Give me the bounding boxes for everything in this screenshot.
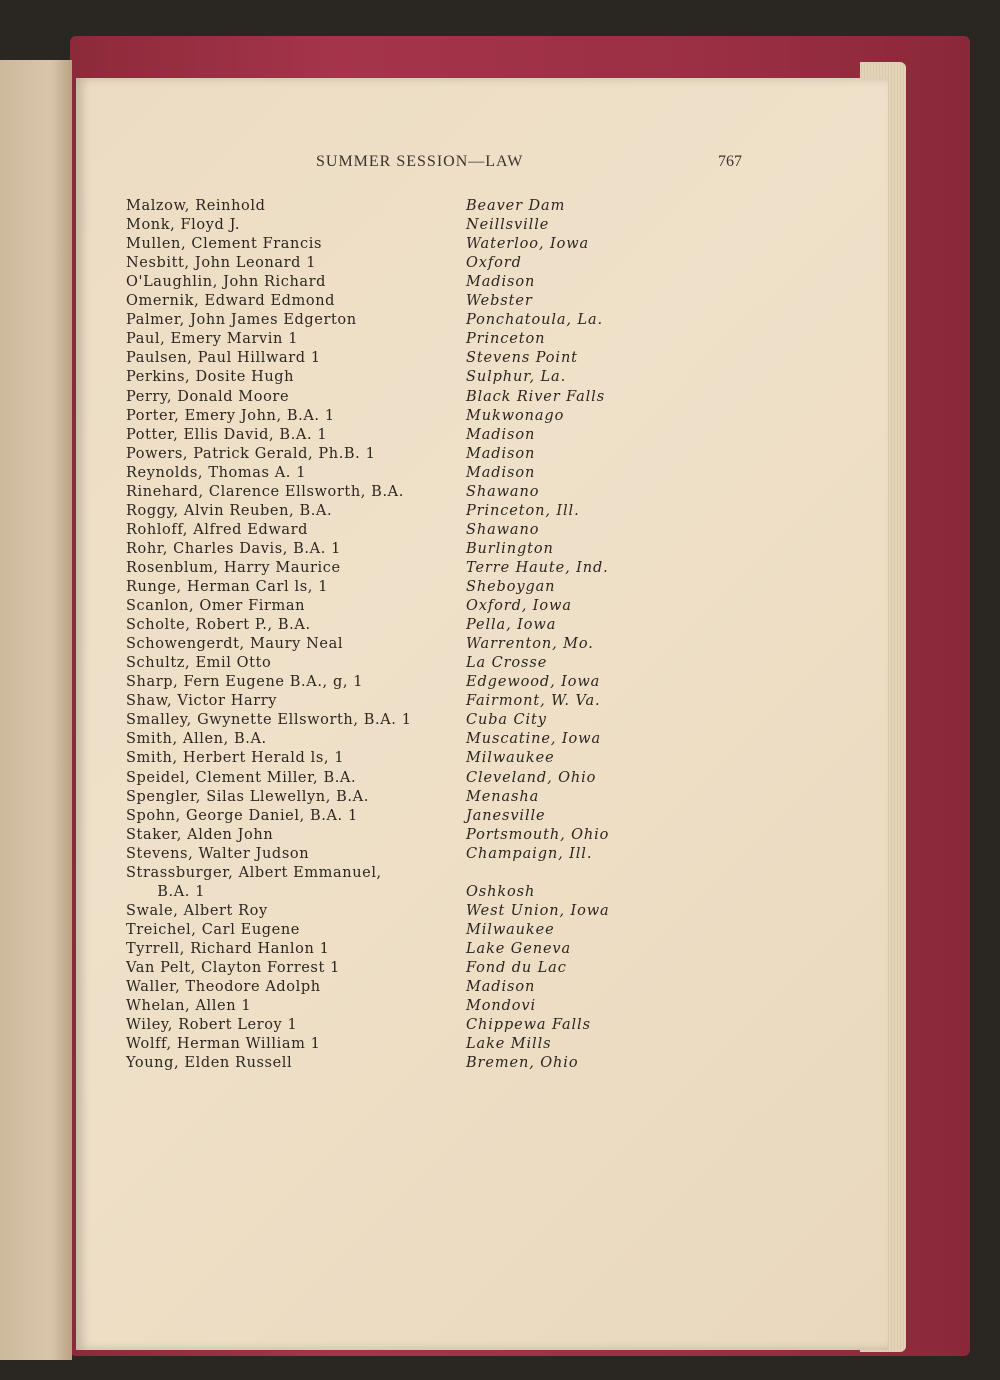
hometown: Chippewa Falls — [466, 1017, 591, 1034]
list-item — [76, 749, 888, 768]
student-name: Rohr, Charles Davis, B.A. 1 — [126, 540, 341, 557]
hometown: Madison — [466, 445, 536, 462]
list-item — [76, 635, 888, 654]
list-item — [76, 254, 888, 273]
student-name: Paulsen, Paul Hillward 1 — [126, 350, 321, 367]
book-page — [76, 78, 888, 1350]
student-name: Perry, Donald Moore — [126, 388, 290, 405]
list-item — [76, 235, 888, 254]
hometown: Lake Mills — [466, 1036, 552, 1053]
student-name: Waller, Theodore Adolph — [126, 979, 321, 996]
student-name: Nesbitt, John Leonard 1 — [126, 255, 317, 272]
hometown: Warrenton, Mo. — [466, 636, 594, 653]
hometown: Mondovi — [466, 998, 537, 1015]
hometown: Sheboygan — [466, 579, 556, 595]
list-item — [76, 483, 888, 502]
hometown: Milwaukee — [466, 750, 555, 767]
list-item — [76, 197, 888, 216]
page-number: 767 — [718, 153, 742, 170]
hometown: Burlington — [466, 540, 554, 557]
list-item — [76, 388, 888, 407]
student-name: Powers, Patrick Gerald, Ph.B. 1 — [126, 445, 376, 462]
list-item — [76, 597, 888, 616]
list-item — [76, 216, 888, 235]
hometown: West Union, Iowa — [466, 902, 610, 919]
hometown: Bremen, Ohio — [466, 1055, 579, 1072]
student-name: Speidel, Clement Miller, B.A. — [126, 769, 357, 786]
hometown: Madison — [466, 274, 536, 291]
list-item — [76, 730, 888, 749]
student-name: Swale, Albert Roy — [126, 902, 268, 919]
hometown: Stevens Point — [466, 350, 578, 367]
student-name: B.A. 1 — [126, 883, 206, 900]
list-item — [76, 464, 888, 483]
list-item — [76, 578, 888, 597]
student-name: Wiley, Robert Leroy 1 — [126, 1017, 298, 1034]
hometown: Waterloo, Iowa — [466, 236, 590, 253]
student-name: Potter, Ellis David, B.A. 1 — [126, 426, 328, 443]
student-name: Wolff, Herman William 1 — [126, 1036, 321, 1053]
student-name: Roggy, Alvin Reuben, B.A. — [126, 502, 333, 519]
list-item — [76, 407, 888, 426]
list-item — [76, 368, 888, 387]
hometown: Webster — [466, 293, 533, 310]
student-name: Monk, Floyd J. — [126, 217, 241, 234]
hometown: Janesville — [466, 807, 546, 824]
hometown: Edgewood, Iowa — [466, 674, 601, 691]
student-name: Rinehard, Clarence Ellsworth, B.A. — [126, 483, 404, 500]
running-head: SUMMER SESSION—LAW — [316, 153, 524, 170]
facing-page-edge — [0, 60, 72, 1360]
hometown: Sulphur, La. — [466, 369, 567, 386]
student-name: Sharp, Fern Eugene B.A., g, 1 — [126, 674, 364, 691]
list-item — [76, 902, 888, 921]
student-name: Schowengerdt, Maury Neal — [126, 636, 344, 653]
student-name: Omernik, Edward Edmond — [126, 293, 336, 310]
list-item — [76, 502, 888, 521]
list-item — [76, 807, 888, 826]
hometown: Champaign, Ill. — [466, 845, 593, 862]
student-name: Reynolds, Thomas A. 1 — [126, 464, 307, 481]
student-name: Schultz, Emil Otto — [126, 655, 272, 672]
student-name: Spengler, Silas Llewellyn, B.A. — [126, 788, 369, 805]
hometown: Shawano — [466, 521, 540, 538]
hometown: Terre Haute, Ind. — [466, 559, 609, 576]
list-item — [76, 559, 888, 578]
hometown: Madison — [466, 426, 536, 443]
list-item — [76, 959, 888, 978]
list-item — [76, 864, 888, 883]
hometown: Oshkosh — [466, 883, 536, 900]
student-name: Palmer, John James Edgerton — [126, 312, 357, 329]
hometown: Pella, Iowa — [466, 617, 557, 634]
hometown: Milwaukee — [466, 921, 555, 938]
list-item — [76, 273, 888, 292]
hometown: Oxford, Iowa — [466, 598, 572, 615]
student-name: Smith, Herbert Herald ls, 1 — [126, 750, 345, 767]
hometown: Madison — [466, 979, 536, 996]
hometown: Cuba City — [466, 712, 547, 729]
student-name: Porter, Emery John, B.A. 1 — [126, 407, 335, 424]
hometown: Princeton, Ill. — [466, 502, 580, 519]
hometown: Portsmouth, Ohio — [466, 826, 610, 843]
student-name: Young, Elden Russell — [126, 1055, 293, 1072]
hometown: Beaver Dam — [466, 198, 566, 214]
student-name: Stevens, Walter Judson — [126, 845, 310, 862]
student-name: Smith, Allen, B.A. — [126, 731, 267, 748]
student-name: Spohn, George Daniel, B.A. 1 — [126, 807, 358, 824]
student-name: Smalley, Gwynette Ellsworth, B.A. 1 — [126, 712, 412, 729]
list-item — [76, 616, 888, 635]
hometown: Fond du Lac — [466, 960, 567, 976]
hometown: Lake Geneva — [466, 940, 572, 957]
hometown: Black River Falls — [466, 388, 606, 405]
student-name: O'Laughlin, John Richard — [126, 274, 327, 291]
enrollment-list — [76, 78, 888, 1350]
list-item — [76, 692, 888, 711]
hometown: Shawano — [466, 483, 540, 500]
student-name: Malzow, Reinhold — [126, 198, 266, 214]
list-item — [76, 711, 888, 730]
hometown: Madison — [466, 464, 536, 481]
list-item — [76, 883, 888, 902]
list-item — [76, 997, 888, 1016]
list-item — [76, 1035, 888, 1054]
student-name: Runge, Herman Carl ls, 1 — [126, 579, 329, 595]
hometown: Mukwonago — [466, 407, 565, 424]
student-name: Rosenblum, Harry Maurice — [126, 559, 341, 576]
list-item — [76, 978, 888, 997]
student-name: Whelan, Allen 1 — [126, 998, 252, 1015]
student-name: Shaw, Victor Harry — [126, 693, 278, 710]
hometown: Menasha — [466, 788, 540, 805]
list-item — [76, 654, 888, 673]
list-item — [76, 540, 888, 559]
list-item — [76, 292, 888, 311]
hometown: Muscatine, Iowa — [466, 731, 602, 748]
hometown: Princeton — [466, 331, 546, 348]
student-name: Tyrrell, Richard Hanlon 1 — [126, 940, 330, 957]
student-name: Mullen, Clement Francis — [126, 236, 322, 253]
student-name: Treichel, Carl Eugene — [126, 921, 300, 938]
student-name: Staker, Alden John — [126, 826, 274, 843]
list-item — [76, 845, 888, 864]
list-item — [76, 426, 888, 445]
list-item — [76, 330, 888, 349]
student-name: Perkins, Dosite Hugh — [126, 369, 295, 386]
hometown: Neillsville — [466, 217, 550, 234]
list-item — [76, 349, 888, 368]
list-item — [76, 1016, 888, 1035]
student-name: Van Pelt, Clayton Forrest 1 — [126, 960, 340, 976]
student-name: Strassburger, Albert Emmanuel, — [126, 864, 382, 881]
hometown: Ponchatoula, La. — [466, 312, 604, 329]
list-item — [76, 769, 888, 788]
list-item — [76, 1054, 888, 1073]
hometown: Oxford — [466, 255, 522, 272]
student-name: Paul, Emery Marvin 1 — [126, 331, 299, 348]
hometown: Cleveland, Ohio — [466, 769, 597, 786]
list-item — [76, 788, 888, 807]
list-item — [76, 826, 888, 845]
list-item — [76, 921, 888, 940]
list-item — [76, 521, 888, 540]
student-name: Rohloff, Alfred Edward — [126, 521, 309, 538]
list-item — [76, 673, 888, 692]
list-item — [76, 311, 888, 330]
student-name: Scholte, Robert P., B.A. — [126, 617, 311, 634]
list-item — [76, 940, 888, 959]
list-item — [76, 445, 888, 464]
hometown: La Crosse — [466, 655, 548, 672]
student-name: Scanlon, Omer Firman — [126, 598, 306, 615]
hometown: Fairmont, W. Va. — [466, 693, 601, 710]
